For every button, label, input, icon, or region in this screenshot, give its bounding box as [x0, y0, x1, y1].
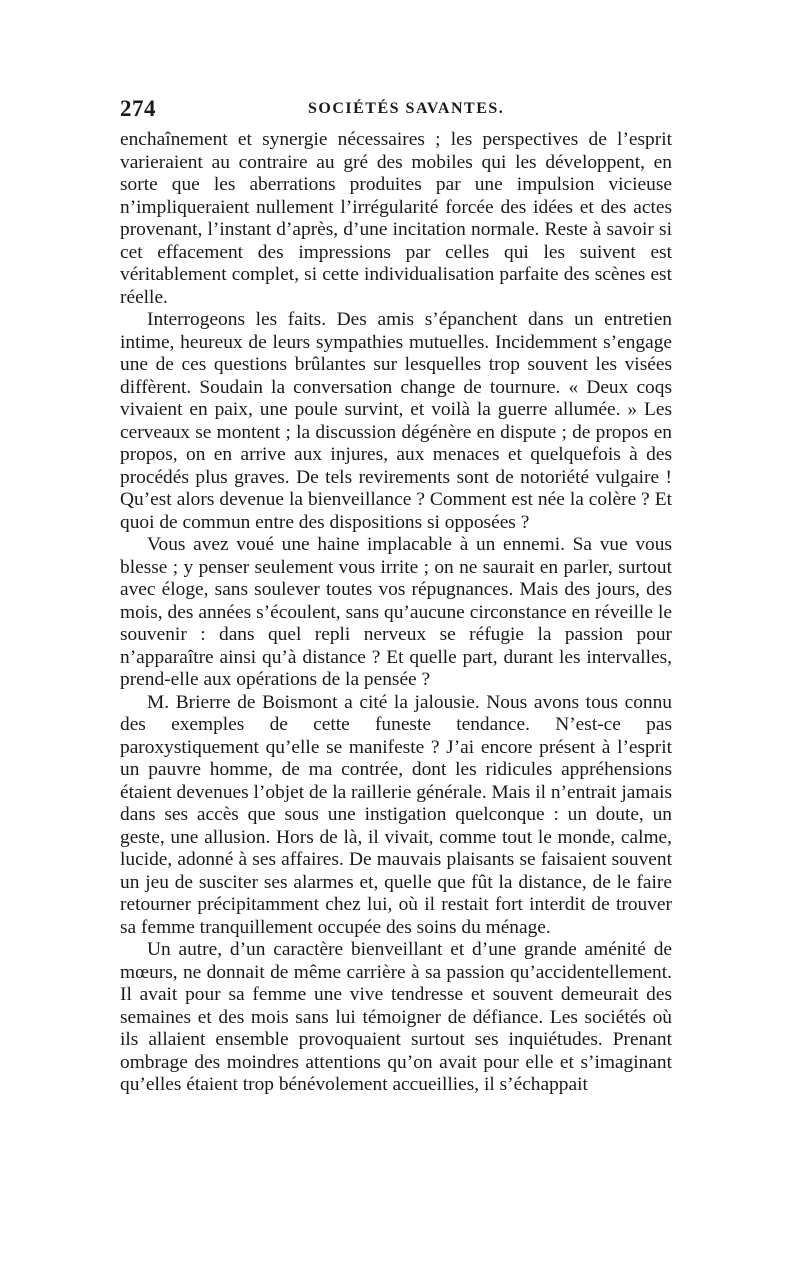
running-title: SOCIÉTÉS SAVANTES. [308, 100, 505, 117]
paragraph-brierre: M. Brierre de Boismont a cité la jalousie. Nous avons tous connu des exemples de cette funeste tendance. N’est-ce pas paroxystiquement qu’elle se manifeste ? J’ai encore présent à l’esprit un pauvre homme, de ma contrée, dont les ridicules appréhensions étaient devenues l’objet de la raillerie générale. Mais il n’entrait jamais dans ses accès que sous une instigation quelconque : un doute, un geste, une allusion. Hors de là, il vivait, comme tout le monde, calme, lucide, adonné à ses affaires. De mauvais plaisants se faisaient souvent un jeu de susciter ses alarmes et, quelle que fût la distance, de le faire retourner précipitamment chez lui, où il restait fort interdit de trouver sa femme tranquillement occupée des soins du ménage. [120, 691, 672, 938]
page-header [120, 96, 672, 126]
paragraph-un-autre: Un autre, d’un caractère bienveillant et d’une grande aménité de mœurs, ne donnait de même carrière à sa passion qu’accidentellement. Il avait pour sa femme une vive tendresse et souvent demeurait des semaines et des mois sans lui témoigner de défiance. Les sociétés où ils allaient ensemble provoquaient surtout ses inquiétudes. Prenant ombrage des moindres attentions qu’on avait pour elle et s’imaginant qu’elles étaient trop bénévolement accueillies, il s’échappait [120, 939, 672, 1095]
page-number: 274 [120, 96, 156, 121]
paragraph-vous-avez: Vous avez voué une haine implacable à un ennemi. Sa vue vous blesse ; y penser seulement vous irrite ; on ne saurait en parler, surtout avec éloge, sans soulever toutes vos répugnances. Mais des jours, des mois, des années s’écoulent, sans qu’aucune circonstance en réveille le souvenir : dans quel repli nerveux se réfugie la passion pour n’apparaître ainsi qu’à distance ? Et quelle part, durant les intervalles, prend-elle aux opérations de la pensée ? [120, 534, 672, 690]
body-text [120, 129, 672, 1097]
paragraph-continued: enchaînement et synergie nécessaires ; les perspectives de l’esprit varieraient au contraire au gré des mobiles qui les développent, en sorte que les aberrations produites par une impulsion vicieuse n’impliqueraient nullement l’irrégularité forcée des idées et des actes provenant, l’instant d’après, d’une incitation normale. Reste à savoir si cet effacement des impressions par celles qui les suivent est véritablement complet, si cette individualisation parfaite des scènes est réelle. [120, 129, 672, 308]
paragraph-interrogeons: Interrogeons les faits. Des amis s’épanchent dans un entretien intime, heureux de leurs sympathies mutuelles. Incidemment s’engage une de ces questions brûlantes sur lesquelles trop souvent les visées diffèrent. Soudain la conversation change de tournure. « Deux coqs vivaient en paix, une poule survint, et voilà la guerre allumée. » Les cerveaux se montent ; la discussion dégénère en dispute ; de propos en propos, on en arrive aux injures, aux menaces et quelquefois à des procédés plus graves. De tels revirements sont de notoriété vulgaire ! Qu’est alors devenue la bienveillance ? Comment est née la colère ? Et quoi de commun entre des dispositions si opposées ? [120, 309, 672, 533]
